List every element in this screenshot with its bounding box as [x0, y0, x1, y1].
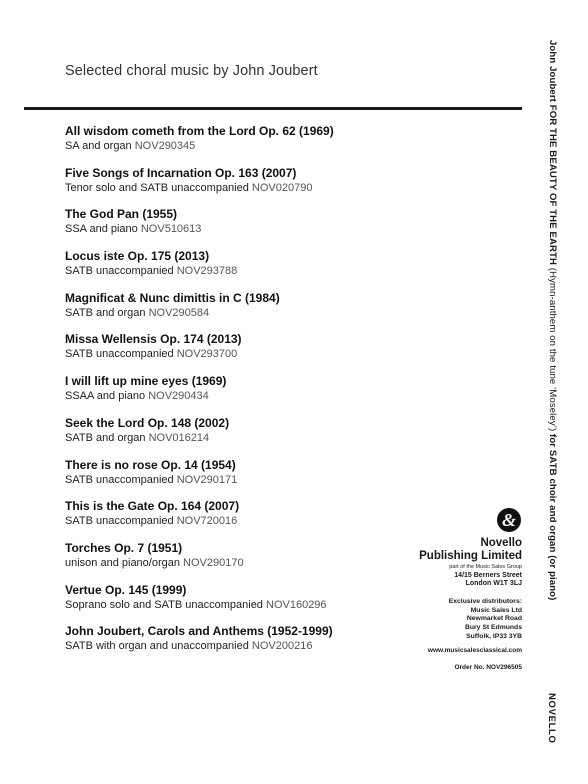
work-item: [65, 458, 395, 500]
work-catalogue-number: NOV510613: [140, 223, 202, 236]
work-scoring: SSAA and piano: [65, 390, 146, 403]
work-title: John Joubert, Carols and Anthems (1952-1999): [65, 624, 333, 639]
work-item: [65, 541, 395, 583]
work-catalogue-number: NOV290434: [148, 390, 209, 403]
work-item: [65, 332, 395, 374]
work-scoring: SATB unaccompanied: [65, 473, 174, 486]
work-scoring: SATB unaccompanied: [65, 515, 174, 528]
distributor-line: Suffolk, IP33 3YB: [466, 632, 522, 640]
address-street: 14/15 Berners Street: [454, 571, 522, 579]
work-catalogue-number: NOV293788: [176, 265, 238, 278]
work-title: Vertue Op. 145 (1999): [65, 582, 187, 597]
work-scoring: SATB unaccompanied: [65, 265, 174, 278]
works-list: [65, 124, 395, 666]
distributor-line: Bury St Edmunds: [464, 624, 522, 632]
work-catalogue-number: NOV290171: [176, 473, 238, 486]
work-title: All wisdom cometh from the Lord Op. 62 (1969): [65, 124, 334, 138]
work-item: [65, 416, 395, 458]
work-catalogue-number: NOV290345: [134, 140, 196, 152]
work-catalogue-number: NOV290584: [148, 306, 210, 319]
work-title: The God Pan (1955): [65, 207, 178, 222]
work-scoring: Tenor solo and SATB unaccompanied: [65, 181, 249, 194]
distributor-line: Newmarket Road: [466, 615, 522, 623]
work-title: There is no rose Op. 14 (1954): [65, 457, 236, 472]
publisher-address: [449, 563, 522, 589]
publisher-name: [419, 537, 522, 563]
spine-composer: John Joubert: [547, 40, 558, 102]
publisher-name-line2: Publishing Limited: [419, 550, 522, 562]
work-item: [65, 374, 395, 416]
work-title: I will lift up mine eyes (1969): [65, 374, 227, 389]
work-item: [65, 624, 395, 666]
work-title: Locus iste Op. 175 (2013): [65, 249, 210, 264]
website-text: www.musicsalesclassical.com: [427, 647, 522, 654]
work-title: Seek the Lord Op. 148 (2002): [65, 415, 230, 430]
work-title: Magnificat & Nunc dimittis in C (1984): [65, 290, 280, 305]
novello-logo-icon: &: [497, 508, 521, 532]
heading-rule: [24, 107, 522, 110]
work-item: [65, 583, 395, 625]
spine-work-title: FOR THE BEAUTY OF THE EARTH: [547, 104, 558, 266]
work-item: [65, 166, 395, 208]
distributor-line: Music Sales Ltd: [470, 606, 522, 614]
address-city: London W1T 3LJ: [465, 580, 522, 587]
work-item: [65, 499, 395, 541]
work-item: [65, 291, 395, 333]
work-item: [65, 124, 395, 166]
work-title: This is the Gate Op. 164 (2007): [65, 499, 240, 514]
work-catalogue-number: NOV290170: [183, 556, 244, 569]
work-scoring: SATB and organ: [65, 306, 146, 319]
spine-title: [546, 40, 558, 600]
distributor-label: Exclusive distributors:: [448, 598, 522, 605]
work-item: [65, 207, 395, 249]
work-title: Missa Wellensis Op. 174 (2013): [65, 332, 242, 347]
work-catalogue-number: NOV720016: [176, 515, 238, 528]
work-catalogue-number: NOV293700: [176, 348, 238, 361]
work-catalogue-number: NOV016214: [148, 431, 210, 444]
work-catalogue-number: NOV200216: [251, 640, 313, 653]
distributor-block: [449, 598, 522, 642]
work-scoring: SATB unaccompanied: [65, 348, 174, 361]
work-scoring: Soprano solo and SATB unaccompanied: [65, 598, 263, 611]
spine-subtitle: (Hymn-anthem on the tune ‘Moseley’): [547, 267, 558, 432]
work-catalogue-number: NOV020790: [251, 181, 313, 194]
work-scoring: SSA and piano: [65, 223, 138, 236]
work-scoring: SATB with organ and unaccompanied: [65, 640, 249, 653]
work-item: [65, 249, 395, 291]
spine-brand: NOVELLO: [546, 693, 557, 744]
spine-scoring: for SATB choir and organ (or piano): [547, 434, 558, 601]
work-scoring: unison and piano/organ: [65, 556, 180, 569]
work-title: Five Songs of Incarnation Op. 163 (2007): [65, 165, 297, 180]
order-number: Order No. NOV296505: [454, 664, 522, 671]
work-title: Torches Op. 7 (1951): [65, 540, 183, 555]
publisher-group: part of the Music Sales Group: [449, 564, 522, 570]
publisher-name-line1: Novello: [480, 537, 522, 549]
work-catalogue-number: NOV160296: [266, 598, 327, 611]
work-scoring: SATB and organ: [65, 431, 146, 444]
work-scoring: SA and organ: [65, 140, 132, 152]
page-heading: Selected choral music by John Joubert: [65, 63, 318, 79]
